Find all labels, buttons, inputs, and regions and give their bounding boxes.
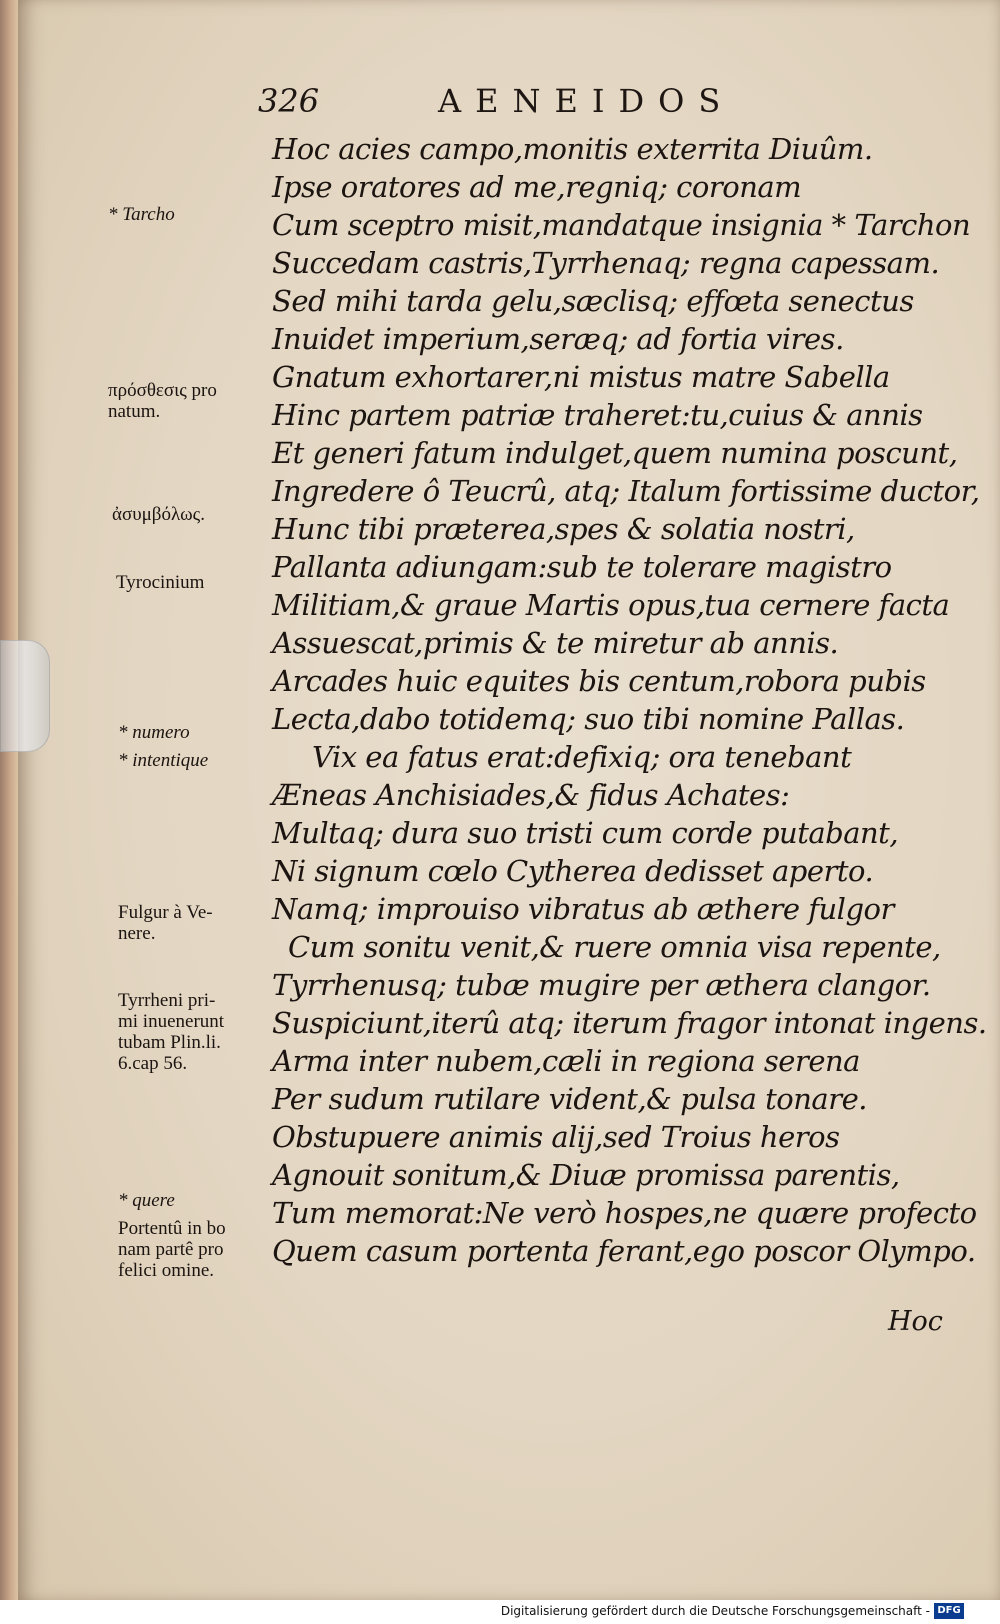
verse-line: Lecta,dabo totidemq; suo tibi nomine Pallas. — [272, 702, 905, 736]
verse-line: Sed mihi tarda gelu,sæclisq; effœta senectus — [272, 284, 914, 318]
verse-line: Succedam castris,Tyrrhenaq; regna capessam. — [272, 246, 940, 280]
verse-line: Cum sceptro misit,mandatque insignia * Tarchon — [272, 208, 971, 242]
verse-line: Hoc acies campo,monitis exterrita Diuûm. — [272, 132, 873, 166]
verse-line: Cum sonitu venit,& ruere omnia visa repente, — [288, 930, 941, 964]
verse-line: Ipse oratores ad me,regniq; coronam — [272, 170, 802, 204]
verse-line: Namq; improuiso vibratus ab æthere fulgor — [272, 892, 894, 926]
running-title: AENEIDOS — [438, 82, 735, 120]
verse-line: Per sudum rutilare vident,& pulsa tonare. — [272, 1082, 867, 1116]
verse-line: Suspiciunt,iterû atq; iterum fragor intonat ingens. — [272, 1006, 987, 1040]
verse-line: Ni signum cœlo Cytherea dedisset aperto. — [272, 854, 874, 888]
verse-line: Tum memorat:Ne verò hospes,ne quære profecto — [272, 1196, 977, 1230]
footer-bar — [0, 1600, 1000, 1624]
margin-note: πρόσθεσις pro natum. — [108, 380, 217, 422]
verse-line: Hunc tibi præterea,spes & solatia nostri, — [272, 512, 855, 546]
verse-line: Æneas Anchisiades,& fidus Achates: — [272, 778, 790, 812]
verse-line: Vix ea fatus erat:defixiq; ora tenebant — [312, 740, 852, 774]
verse-line: Multaq; dura suo tristi cum corde putabant, — [272, 816, 899, 850]
margin-note: Tyrrheni pri- mi inuenerunt tubam Plin.li. 6.cap 56. — [118, 990, 225, 1074]
margin-note: * numero — [118, 722, 190, 743]
margin-note: ἀσυμβόλως. — [112, 504, 205, 525]
margin-note: * quere — [118, 1190, 175, 1211]
verse-line: Arma inter nubem,cæli in regiona serena — [272, 1044, 860, 1078]
dfg-logo: DFG — [934, 1603, 964, 1619]
verse-line: Pallanta adiungam:sub te tolerare magistro — [272, 550, 892, 584]
margin-note: Portentû in bo nam partê pro felici omine. — [118, 1218, 226, 1281]
verse-line: Quem casum portenta ferant,ego poscor Olympo. — [272, 1234, 976, 1268]
verse-line: Tyrrhenusq; tubæ mugire per æthera clangor. — [272, 968, 931, 1002]
verse-line: Arcades huic equites bis centum,robora pubis — [272, 664, 926, 698]
margin-note: * Tarcho — [108, 204, 175, 225]
margin-note: Fulgur à Ve- nere. — [118, 902, 213, 944]
verse-line: Et generi fatum indulget,quem numina poscunt, — [272, 436, 958, 470]
verse-line: Militiam,& graue Martis opus,tua cernere facta — [272, 588, 950, 622]
verse-line: Inuidet imperium,seræq; ad fortia vires. — [272, 322, 844, 356]
margin-note: Tyrocinium — [116, 572, 205, 593]
margin-note: * intentique — [118, 750, 209, 771]
verse-line: Obstupuere animis alij,sed Troius heros — [272, 1120, 840, 1154]
page-clip — [0, 640, 50, 752]
verse-line: Ingredere ô Teucrû, atq; Italum fortissime ductor, — [272, 474, 980, 508]
verse-line: Hinc partem patriæ traheret:tu,cuius & annis — [272, 398, 923, 432]
page-number: 326 — [258, 82, 320, 120]
footer-credit: Digitalisierung gefördert durch die Deutsche Forschungsgemeinschaft - — [500, 1604, 930, 1618]
page-header — [258, 82, 778, 128]
catchword: Hoc — [888, 1306, 943, 1337]
verse-line: Gnatum exhortarer,ni mistus matre Sabella — [272, 360, 890, 394]
verse-line: Agnouit sonitum,& Diuæ promissa parentis, — [272, 1158, 900, 1192]
verse-line: Assuescat,primis & te miretur ab annis. — [272, 626, 839, 660]
